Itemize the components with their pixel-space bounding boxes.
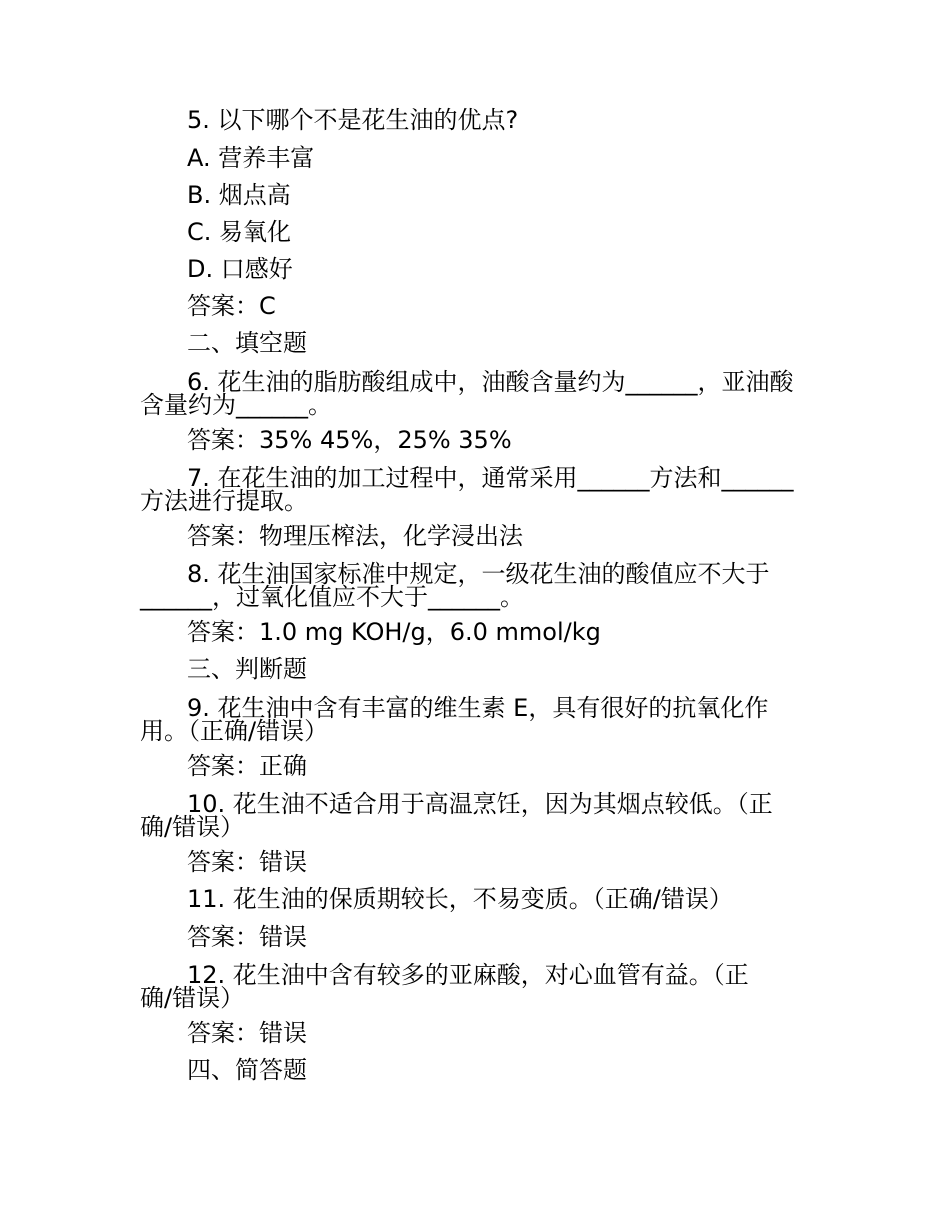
q8-line-1: 8. 花生油国家标准中规定，一级花生油的酸值应不大于 (187, 560, 770, 588)
q11-answer: 答案：错误 (187, 923, 307, 951)
q12-line-1: 12. 花生油中含有较多的亚麻酸，对心血管有益。（正 (187, 961, 749, 989)
q12-answer: 答案：错误 (187, 1019, 307, 1047)
section-title-short-answer: 四、简答题 (187, 1056, 307, 1084)
q9-line-1: 9. 花生油中含有丰富的维生素 E，具有很好的抗氧化作 (187, 694, 769, 722)
q8-answer: 答案：1.0 mg KOH/g，6.0 mmol/kg (187, 618, 601, 646)
q5-option-d: D. 口感好 (187, 255, 293, 283)
q7-line-2: 方法进行提取。 (140, 487, 308, 515)
q5-option-c: C. 易氧化 (187, 218, 292, 246)
q8-line-2: ______，过氧化值应不大于______。 (140, 583, 524, 611)
q5-option-a: A. 营养丰富 (187, 144, 315, 172)
q6-line-1: 6. 花生油的脂肪酸组成中，油酸含量约为______，亚油酸 (187, 368, 794, 396)
q7-answer: 答案：物理压榨法，化学浸出法 (187, 522, 523, 550)
q11-line-1: 11. 花生油的保质期较长，不易变质。（正确/错误） (187, 885, 733, 913)
q9-line-2: 用。（正确/错误） (140, 717, 329, 745)
section-title-true-false: 三、判断题 (187, 655, 307, 683)
q6-line-2: 含量约为______。 (140, 391, 332, 419)
q10-line-2: 确/错误） (140, 813, 245, 841)
section-title-fill-blank: 二、填空题 (187, 329, 307, 357)
q5-option-b: B. 烟点高 (187, 181, 291, 209)
q10-answer: 答案：错误 (187, 848, 307, 876)
q5-stem: 5. 以下哪个不是花生油的优点? (187, 106, 519, 134)
q7-line-1: 7. 在花生油的加工过程中，通常采用______方法和______ (187, 464, 794, 492)
q10-line-1: 10. 花生油不适合用于高温烹饪，因为其烟点较低。（正 (187, 790, 773, 818)
q9-answer: 答案：正确 (187, 752, 307, 780)
q6-answer: 答案：35% 45%，25% 35% (187, 426, 512, 454)
q5-answer: 答案：C (187, 292, 276, 320)
q12-line-2: 确/错误） (140, 984, 245, 1012)
